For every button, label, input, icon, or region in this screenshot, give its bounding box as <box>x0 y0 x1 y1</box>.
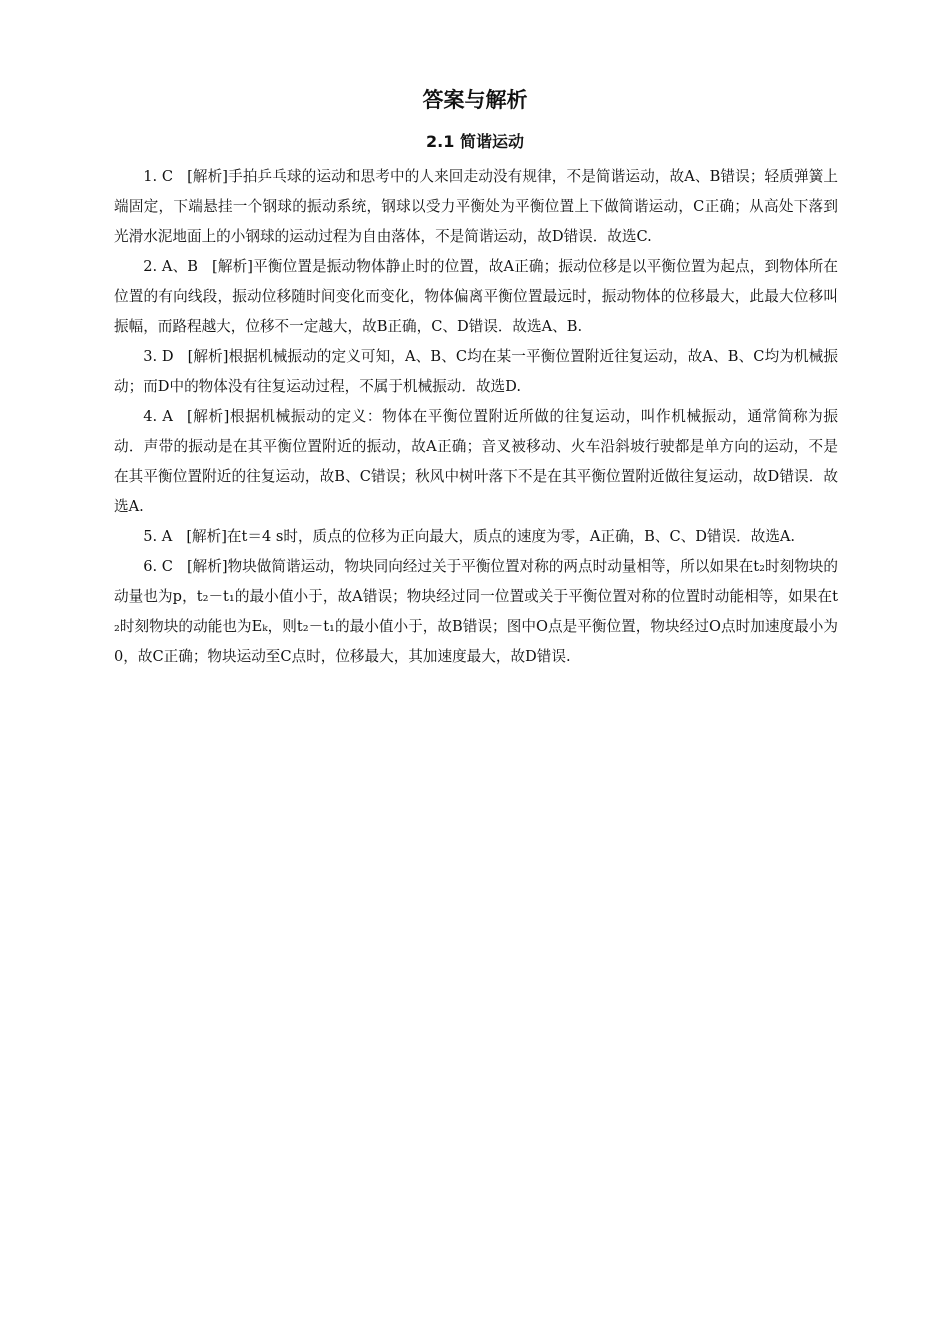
answer-explanation: [解析]根据机械振动的定义可知，A、B、C均在某一平衡位置附近往复运动，故A、B、C均为机械振动；而D中的物体没有往复运动过程，不属于机械振动．故选D. <box>114 348 838 395</box>
answer-choice: D <box>161 348 174 365</box>
answer-number: 5. <box>143 528 158 545</box>
answer-number: 1. <box>143 168 158 185</box>
answer-explanation: [解析]平衡位置是振动物体静止时的位置，故A正确；振动位移是以平衡位置为起点，到物体所在位置的有向线段，振动位移随时间变化而变化，物体偏离平衡位置最远时，振动物体的位移最大，此最大位移叫振幅，而路程越大，位移不一定越大，故B正确，C、D错误．故选A、B. <box>114 258 839 335</box>
answer-number: 4. <box>143 408 158 425</box>
answer-item-1 <box>114 162 838 252</box>
answer-choice: A、B <box>161 258 199 275</box>
answer-number: 3. <box>143 348 158 365</box>
answer-explanation: [解析]手拍乒乓球的运动和思考中的人来回走动没有规律，不是简谐运动，故A、B错误；轻质弹簧上端固定，下端悬挂一个钢球的振动系统，钢球以受力平衡处为平衡位置上下做简谐运动，C正确；从高处下落到光滑水泥地面上的小钢球的运动过程为自由落体，不是简谐运动，故D错误．故选C. <box>114 168 839 245</box>
section-title: 2.1 简谐运动 <box>426 132 524 151</box>
page-title: 答案与解析 <box>422 88 528 112</box>
answer-number: 2. <box>143 258 158 275</box>
answer-explanation: [解析]根据机械振动的定义：物体在平衡位置附近所做的往复运动，叫作机械振动，通常简称为振动．声带的振动是在其平衡位置附近的振动，故A正确；音叉被移动、火车沿斜坡行驶都是单方向的运动，不是在其平衡位置附近的往复运动，故B、C错误；秋风中树叶落下不是在其平衡位置附近做往复运动，故D错误．故选A. <box>114 408 838 515</box>
answer-choice: A <box>161 528 173 545</box>
answer-choice: C <box>161 558 173 575</box>
answer-explanation: [解析]物块做简谐运动，物块同向经过关于平衡位置对称的两点时动量相等，所以如果在t₂时刻物块的动量也为p，t₂－t₁的最小值小于，故A错误；物块经过同一位置或关于平衡位置对称的位置时动能相等，如果在t₂时刻物块的动能也为Eₖ，则t₂－t₁的最小值小于，故B错误；图中O点是平衡位置，物块经过O点时加速度最小为0，故C正确；物块运动至C点时，位移最大，其加速度最大，故D错误. <box>114 558 839 665</box>
answer-item-6 <box>114 552 838 672</box>
answer-item-3 <box>114 342 838 402</box>
answer-item-5 <box>114 522 838 552</box>
answer-item-4 <box>114 402 838 522</box>
answer-choice: A <box>162 408 173 425</box>
answer-list <box>114 162 838 672</box>
answer-explanation: [解析]在t＝4 s时，质点的位移为正向最大，质点的速度为零，A正确，B、C、D错误．故选A. <box>186 528 796 545</box>
answer-choice: C <box>161 168 174 185</box>
answer-number: 6. <box>143 558 158 575</box>
answer-item-2 <box>114 252 838 342</box>
